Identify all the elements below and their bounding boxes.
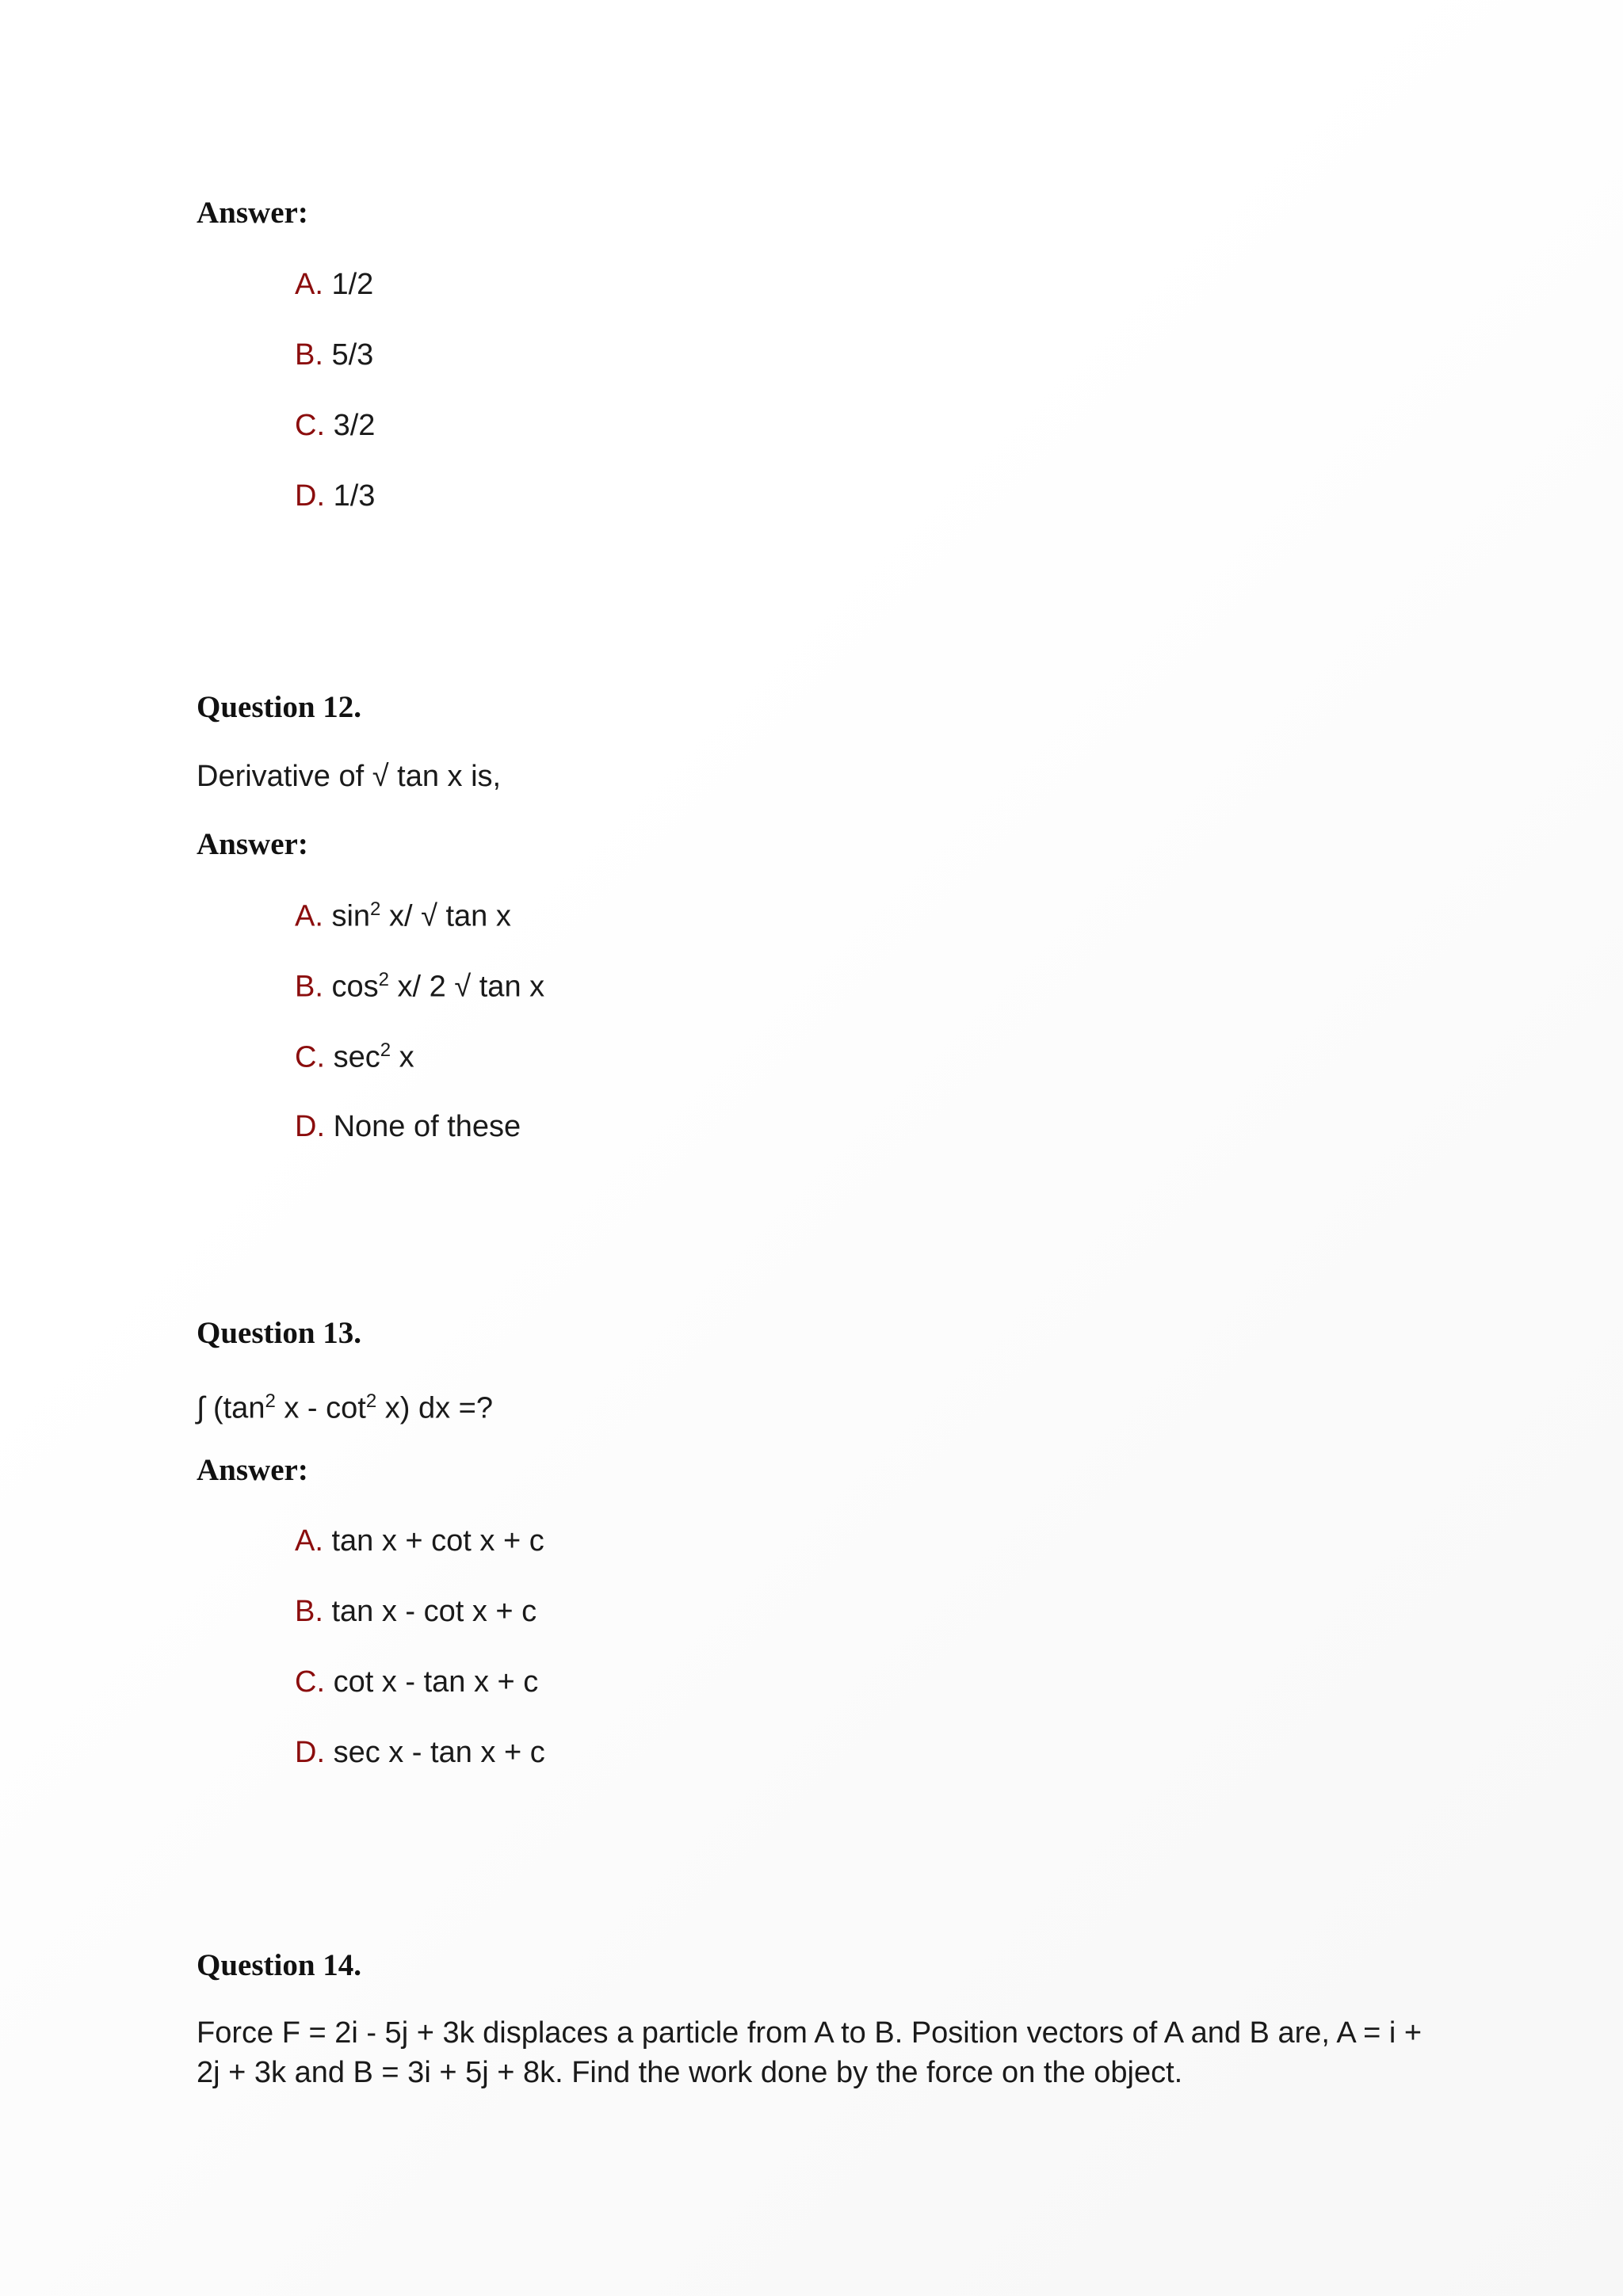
- option-b: [295, 338, 373, 372]
- option-letter: D.: [295, 1736, 325, 1769]
- superscript: 2: [370, 898, 381, 920]
- question-text-part: x) dx =?: [376, 1391, 493, 1425]
- option-text-post: x/ √ tan x: [380, 899, 511, 933]
- option-b: [295, 1595, 537, 1629]
- option-a: [295, 898, 511, 934]
- option-text: 5/3: [331, 338, 374, 372]
- option-letter: B.: [295, 1595, 323, 1628]
- option-text-post: x/ 2 √ tan x: [388, 970, 545, 1004]
- option-letter: A.: [295, 899, 323, 933]
- option-letter: D.: [295, 479, 325, 513]
- option-letter: C.: [295, 409, 325, 442]
- question-text: [197, 1382, 1472, 1428]
- option-letter: A.: [295, 268, 323, 301]
- superscript: 2: [378, 969, 389, 990]
- option-letter: B.: [295, 970, 323, 1004]
- option-text: 1/3: [333, 479, 376, 513]
- option-text: tan x + cot x + c: [331, 1524, 544, 1558]
- option-c: [295, 1039, 414, 1075]
- option-text: 1/2: [331, 268, 374, 301]
- option-text: 3/2: [333, 409, 376, 442]
- option-letter: B.: [295, 338, 323, 372]
- question-text: Derivative of √ tan x is,: [197, 760, 502, 793]
- option-text-post: x: [391, 1040, 414, 1074]
- answer-label: Answer:: [197, 196, 308, 230]
- option-text: sec x - tan x + c: [333, 1736, 545, 1769]
- option-letter: C.: [295, 1040, 325, 1074]
- superscript: 2: [380, 1039, 391, 1061]
- option-text-pre: sec: [333, 1040, 380, 1074]
- question-title: Question 14.: [197, 1948, 362, 1982]
- option-text-pre: cos: [331, 970, 379, 1004]
- question-text-part: ∫ (tan: [197, 1391, 265, 1425]
- option-letter: C.: [295, 1665, 325, 1699]
- question-title: Question 12.: [197, 690, 362, 724]
- option-a: [295, 268, 373, 302]
- option-text: cot x - tan x + c: [333, 1665, 539, 1699]
- option-d: [295, 479, 375, 513]
- option-text: tan x - cot x + c: [331, 1595, 537, 1628]
- option-b: [295, 969, 544, 1005]
- answer-label: Answer:: [197, 1453, 308, 1487]
- option-a: [295, 1524, 544, 1558]
- option-c: [295, 409, 375, 443]
- option-d: [295, 1110, 521, 1144]
- option-letter: D.: [295, 1110, 325, 1143]
- option-text-pre: sin: [331, 899, 371, 933]
- question-title: Question 13.: [197, 1316, 362, 1350]
- question-text-line: Force F = 2i - 5j + 3k displaces a particle from A to B. Position vectors of A and B are, A = i +: [197, 2016, 1423, 2050]
- superscript: 2: [265, 1390, 276, 1412]
- question-text-line: 2j + 3k and B = 3i + 5j + 8k. Find the work done by the force on the object.: [197, 2056, 1183, 2089]
- question-text-part: x - cot: [275, 1391, 366, 1425]
- option-letter: A.: [295, 1524, 323, 1558]
- option-text: None of these: [333, 1110, 521, 1143]
- option-d: [295, 1736, 545, 1770]
- answer-label: Answer:: [197, 827, 308, 861]
- option-c: [295, 1665, 538, 1699]
- superscript: 2: [365, 1390, 377, 1412]
